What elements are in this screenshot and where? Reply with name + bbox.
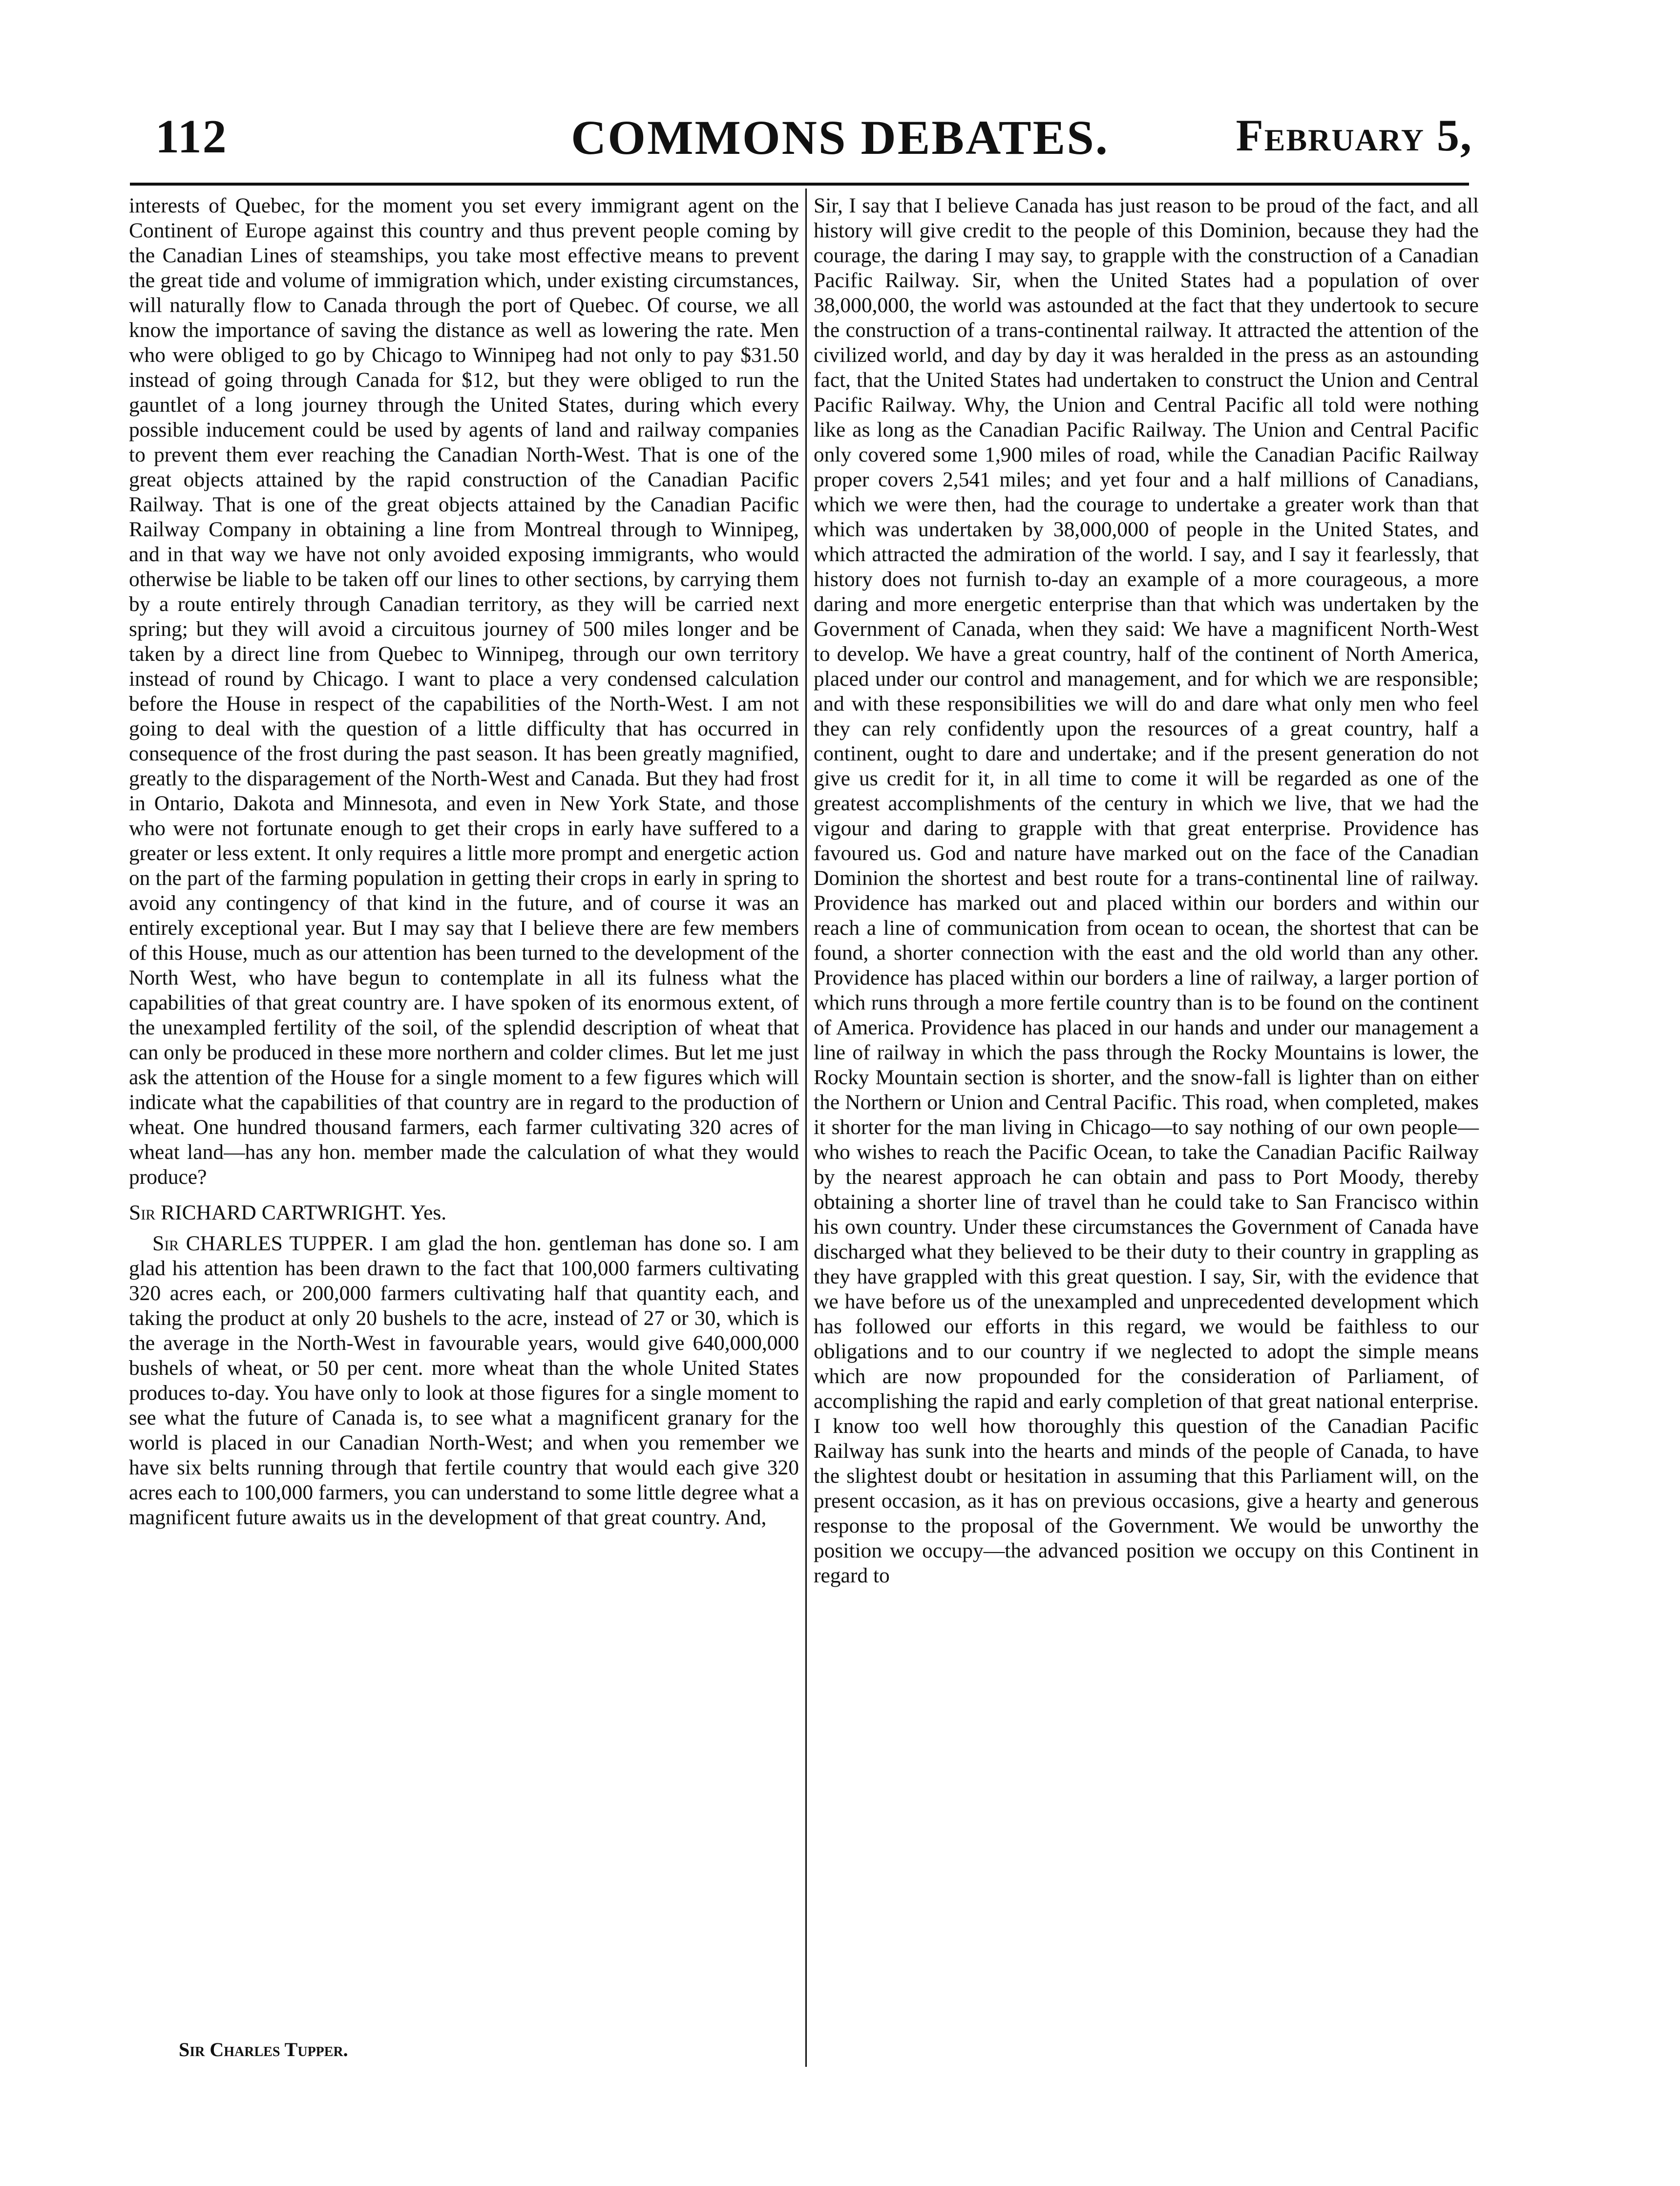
column-divider: [805, 189, 807, 2067]
interjection-text: Yes.: [410, 1201, 447, 1224]
left-column: [129, 193, 799, 1530]
page-number: 112: [155, 110, 228, 163]
reply-speaker: Sir CHARLES TUPPER.: [152, 1232, 374, 1255]
page-date: February 5,: [1236, 110, 1472, 160]
reply-text: I am glad the hon. gentleman has done so. I am glad his attention has been drawn to the fact that 100,000 farmers cultivating 320 acres each, or 200,000 farmers cultivating half that quantity each, and taking the product at only 20 bushels to the acre, instead of 27 or 30, which is the average in the North-West in favourable years, would give 640,000,000 bushels of wheat, or 50 per cent. more wheat than the whole United States produces to-day. You have only to look at those figures for a single moment to see what the future of Canada is, to see what a magnificent granary for the world is placed in our Canadian North-West; and when you remember we have six belts running through that fertile country that would each give 320 acres each to 100,000 farmers, you can understand to some little degree what a magnificent future awaits us in the development of that great country. And,: [129, 1232, 799, 1529]
page-header: [0, 109, 1680, 183]
page-title: COMMONS DEBATES.: [571, 110, 1109, 165]
right-paragraph: Sir, I say that I believe Canada has just reason to be proud of the fact, and all history will give credit to the people of this Dominion, because they had the courage, the daring I may say, to grapple with the construction of a Canadian Pacific Railway. Sir, when the United States had a population of over 38,000,000, the world was astounded at the fact that they undertook to secure the construction of a trans-continental railway. It attracted the attention of the civilized world, and day by day it was heralded in the press as an astounding fact, that the United States had undertaken to construct the Union and Central Pacific Railway. Why, the Union and Central Pacific all told were nothing like as long as the Canadian Pacific Railway. The Union and Central Pacific only covered some 1,900 miles of road, while the Canadian Pacific Railway proper covers 2,541 miles; and yet four and a half millions of Canadians, which we were then, had the courage to undertake a greater work than that which was undertaken by 38,000,000 of people in the United States, and which attracted the admiration of the world. I say, and I say it fearlessly, that history does not furnish to-day an example of a more courageous, a more daring and more energetic enterprise than that which was undertaken by the Government of Canada, when they said: We have a magnificent North-West to develop. We have a great country, half of the continent of North America, placed under our control and management, and for which we are responsible; and with these responsibilities we will do and dare what only men who feel they can rely confidently upon the resources of a great country, half a continent, ought to dare and undertake; and if the present generation do not give us credit for it, in all time to come it will be regarded as one of the greatest accomplishments of the century in which we live, that we had the vigour and daring to grapple with that great enterprise. Providence has favoured us. God and nature have marked out on the face of the Canadian Dominion the shortest and best route for a trans-continental line of railway. Providence has marked out and placed within our borders and within our reach a line of communication from ocean to ocean, the shortest that can be found, a shorter connection with the east and the old world than any other. Providence has placed within our borders a line of railway, a larger portion of which runs through a more fertile country than is to be found on the continent of America. Providence has placed in our hands and under our management a line of railway in which the pass through the Rocky Mountains is lower, the Rocky Mountain section is shorter, and the snow-fall is lighter than on either the Northern or Union and Central Pacific. This road, when completed, makes it shorter for the man living in Chicago—to say nothing of our own people—who wishes to reach the Pacific Ocean, to take the Canadian Pacific Railway by the nearest approach he can obtain and pass to Port Moody, thereby obtaining a shorter line of travel than he could take to San Francisco within his own country. Under these circumstances the Government of Canada have discharged what they believed to be their duty to their country in grappling as they have grappled with this great question. I say, Sir, with the evidence that we have before us of the unexampled and unprecedented development which has followed our efforts in this regard, we would be faithless to our obligations and to our country if we neglected to adopt the simple means which are now propounded for the consideration of Parliament, of accomplishing the rapid and early completion of that great national enterprise. I know too well how thoroughly this question of the Canadian Pacific Railway has sunk into the hearts and minds of the people of Canada, to have the slightest doubt or hesitation in assuming that this Parliament will, on the present occasion, as it has on previous occasions, give a hearty and generous response to the proposal of the Government. We would be unworthy the position we occupy—the advanced position we occupy on this Continent in regard to: [814, 194, 1479, 1587]
interjection: [129, 1200, 799, 1225]
interjection-speaker: Sir RICHARD CARTWRIGHT.: [129, 1201, 406, 1224]
header-rule: [130, 183, 1469, 186]
right-column: [814, 193, 1479, 1588]
footer-speaker: Sir Charles Tupper.: [179, 2039, 348, 2060]
reply: [129, 1231, 799, 1530]
left-paragraph: interests of Quebec, for the moment you set every immigrant agent on the Continent of Europe against this country and thus prevent people coming by the Canadian Lines of steamships, you take most effective means to prevent the great tide and volume of immigration which, under existing circumstances, will naturally flow to Canada through the port of Quebec. Of course, we all know the importance of saving the distance as well as lowering the rate. Men who were obliged to go by Chicago to Winnipeg had not only to pay $31.50 instead of going through Canada for $12, but they were obliged to run the gauntlet of a long journey through the United States, during which every possible inducement could be used by agents of land and railway companies to prevent them ever reaching the Canadian North-West. That is one of the great objects attained by the rapid construction of the Canadian Pacific Railway. That is one of the great objects attained by the Canadian Pacific Railway Company in obtaining a line from Montreal through to Winnipeg, and in that way we have not only avoided exposing immigrants, who would otherwise be liable to be taken off our lines to other sections, by carrying them by a route entirely through Canadian territory, as they will be carried next spring; but they will avoid a circuitous journey of 500 miles longer and be taken by a direct line from Quebec to Winnipeg, through our own territory instead of round by Chicago. I want to place a very condensed calculation before the House in respect of the capabilities of the North-West. I am not going to deal with the question of a little difficulty that has occurred in consequence of the frost during the past season. It has been greatly magnified, greatly to the disparagement of the North-West and Canada. But they had frost in Ontario, Dakota and Minnesota, and even in New York State, and those who were not fortunate enough to get their crops in early have suffered to a greater or less extent. It only requires a little more prompt and energetic action on the part of the farming population in getting their crops in early in spring to avoid any contingency of that kind in the future, and of course it was an entirely exceptional year. But I may say that I believe there are few members of this House, much as our attention has been turned to the development of the North West, who have begun to contemplate in all its fulness what the capabilities of that great country are. I have spoken of its enormous extent, of the unexampled fertility of the soil, of the splendid description of wheat that can only be produced in these more northern and colder climes. But let me just ask the attention of the House for a single moment to a few figures which will indicate what the capabilities of that country are in regard to the production of wheat. One hundred thousand farmers, each farmer cultivating 320 acres of wheat land—has any hon. member made the calculation of what they would produce?: [129, 194, 799, 1189]
